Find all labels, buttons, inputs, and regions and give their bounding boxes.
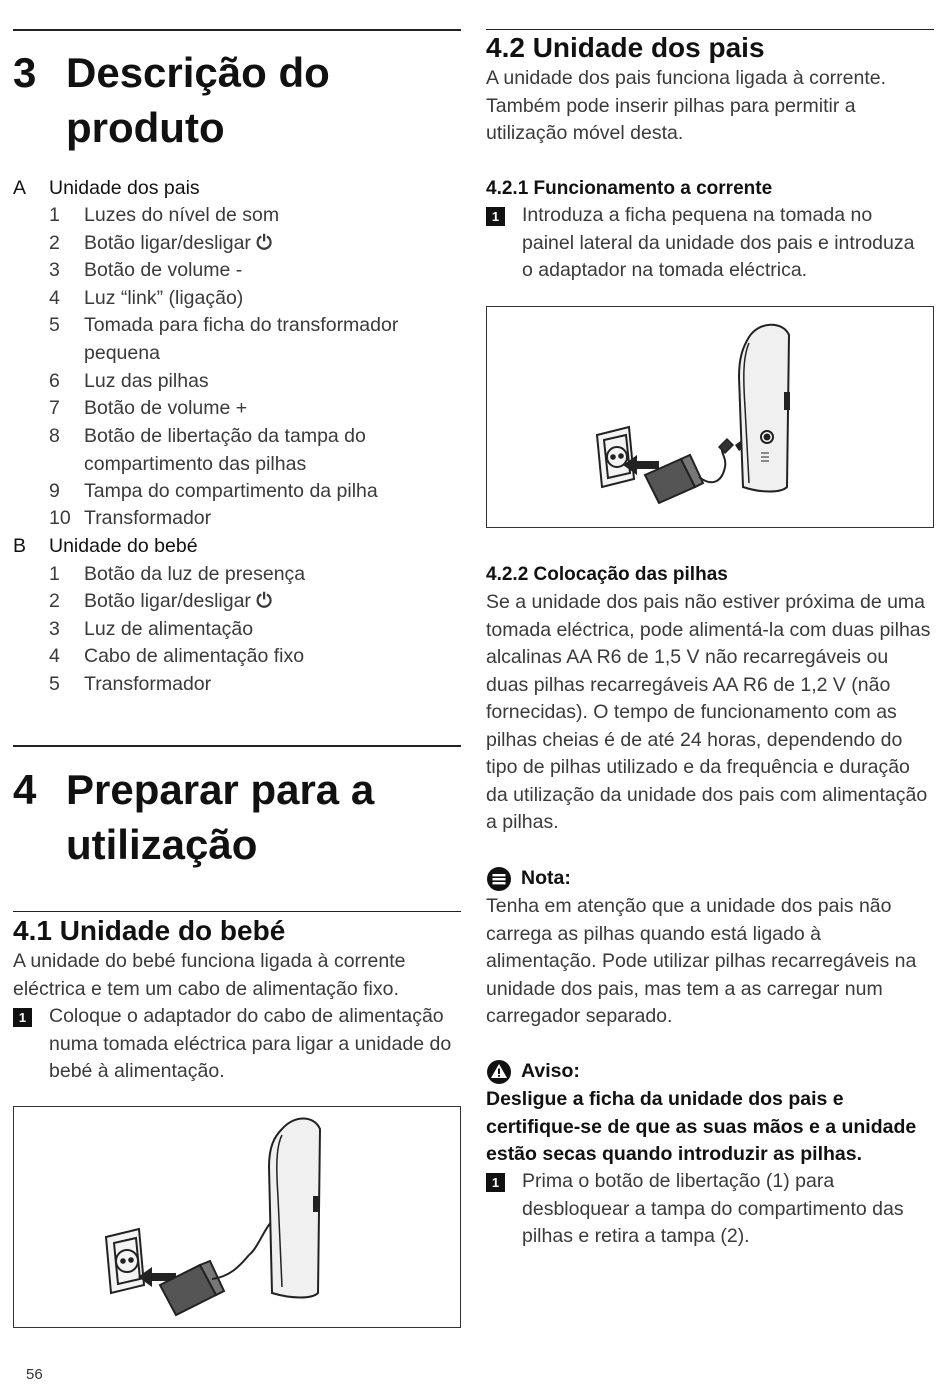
item-number: 7 xyxy=(49,397,60,419)
item-text-wrap xyxy=(84,588,464,616)
item-text: Luz “link” (ligação) xyxy=(84,287,244,309)
section-title: Descrição do produto xyxy=(66,49,330,151)
subsection-4-2-2-title: 4.2.2 Colocação das pilhas xyxy=(486,564,728,585)
item-text: Tomada para ficha do transformador pequena xyxy=(84,314,399,364)
item-text: Luzes do nível de som xyxy=(84,204,280,226)
baby-unit-illustration xyxy=(13,1106,461,1328)
subsection-4-1-title: 4.1 Unidade do bebé xyxy=(13,915,286,946)
item-number: 5 xyxy=(49,673,60,695)
item-number: 1 xyxy=(49,563,60,585)
parent-unit-drawing xyxy=(487,307,933,527)
item-text: Transformador xyxy=(84,673,212,695)
subsection-intro: A unidade dos pais funciona ligada à corrente. Também pode inserir pilhas para permitir a utilização móvel desta. xyxy=(486,67,887,144)
item-text: Botão de volume - xyxy=(84,259,243,281)
warning-heading xyxy=(486,1059,686,1085)
subsection-4-2-title: 4.2 Unidade dos pais xyxy=(486,32,765,63)
small-plug-icon xyxy=(719,439,733,453)
item-text: Botão ligar/desligar xyxy=(84,590,251,612)
baby-unit-drawing xyxy=(14,1107,460,1327)
item-text: Botão de volume + xyxy=(84,397,248,419)
power-adapter-icon xyxy=(160,1255,249,1315)
item-text: Tampa do compartimento da pilha xyxy=(84,480,378,502)
subsection-text: Se a unidade dos pais não estiver próxima de uma tomada eléctrica, pode alimentá-la com duas pilhas alcalinas AA R6 de 1,5 V não recarregáveis ou duas pilhas recarregáveis AA R6 de 1,2 V (não fornecidas). O tempo de funcionamento com as pilhas cheias é de até 24 horas, dependendo do tipo de pilhas utilizado e da frequência e duração da utilização da unidade dos pais com alimentação a pilhas. xyxy=(486,591,931,833)
item-text: Botão ligar/desligar xyxy=(84,232,251,254)
item-number: 2 xyxy=(49,590,60,612)
page-number: 56 xyxy=(26,1366,43,1383)
item-text: Transformador xyxy=(84,507,212,529)
category-letter: A xyxy=(13,177,27,199)
warning-icon xyxy=(486,1059,512,1085)
category-label: Unidade dos pais xyxy=(49,177,200,199)
step-text: Introduza a ficha pequena na tomada no painel lateral da unidade dos pais e introduza o adaptador na tomada eléctrica. xyxy=(522,204,915,281)
parent-unit-device-icon xyxy=(739,325,789,492)
step-number: 1 xyxy=(486,207,505,226)
power-cable xyxy=(699,445,725,482)
subsection-4-2-1-title: 4.2.1 Funcionamento a corrente xyxy=(486,178,773,199)
item-number: 9 xyxy=(49,480,60,502)
item-text-wrap xyxy=(84,230,464,258)
subsection-rule xyxy=(13,911,461,912)
section-4-heading xyxy=(13,762,461,874)
section-rule xyxy=(13,745,461,747)
item-number: 3 xyxy=(49,259,60,281)
item-number: 1 xyxy=(49,204,60,226)
item-number: 10 xyxy=(49,507,71,529)
step-text: Prima o botão de libertação (1) para desbloquear a tampa do compartimento das pilhas e retira a tampa (2). xyxy=(522,1170,904,1247)
item-number: 4 xyxy=(49,645,60,667)
power-icon: ⏻ xyxy=(256,590,272,612)
step-text: Coloque o adaptador do cabo de alimentação numa tomada eléctrica para ligar a unidade do bebé à alimentação. xyxy=(49,1005,452,1082)
subsection-rule xyxy=(486,29,934,30)
section-number: 3 xyxy=(13,49,37,96)
power-icon: ⏻ xyxy=(256,232,272,254)
note-label: Nota: xyxy=(521,867,571,889)
section-3-heading xyxy=(13,45,461,157)
section-rule xyxy=(13,29,461,31)
note-text: Tenha em atenção que a unidade dos pais não carrega as pilhas quando está ligado à alimentação. Pode utilizar pilhas recarregáveis na unidade dos pais, mas tem a as carregar num carregador separado. xyxy=(486,895,917,1027)
parent-unit-illustration xyxy=(486,306,934,528)
wall-socket-icon xyxy=(597,427,634,487)
category-letter: B xyxy=(13,535,27,557)
item-text: Botão da luz de presença xyxy=(84,563,306,585)
section-number: 4 xyxy=(13,766,37,813)
item-number: 5 xyxy=(49,314,60,336)
wall-socket-icon xyxy=(106,1229,144,1293)
section-title: Preparar para a utilização xyxy=(66,766,375,868)
step-number: 1 xyxy=(486,1173,505,1192)
item-text: Botão de libertação da tampa do compartimento das pilhas xyxy=(84,425,366,475)
item-number: 8 xyxy=(49,425,60,447)
step-number: 1 xyxy=(13,1008,32,1027)
item-number: 2 xyxy=(49,232,60,254)
note-heading xyxy=(486,866,686,892)
subsection-intro: A unidade do bebé funciona ligada à corrente eléctrica e tem um cabo de alimentação fixo. xyxy=(13,950,406,1000)
item-number: 3 xyxy=(49,618,60,640)
category-label: Unidade do bebé xyxy=(49,535,198,557)
warning-text: Desligue a ficha da unidade dos pais e certifique-se de que as suas mãos e a unidade estão secas quando introduzir as pilhas. xyxy=(486,1088,917,1165)
item-text: Cabo de alimentação fixo xyxy=(84,645,305,667)
item-number: 4 xyxy=(49,287,60,309)
baby-unit-device-icon xyxy=(269,1119,320,1298)
item-text: Luz das pilhas xyxy=(84,370,209,392)
item-text: Luz de alimentação xyxy=(84,618,254,640)
warning-label: Aviso: xyxy=(521,1060,580,1082)
item-number: 6 xyxy=(49,370,60,392)
note-icon xyxy=(486,866,512,892)
